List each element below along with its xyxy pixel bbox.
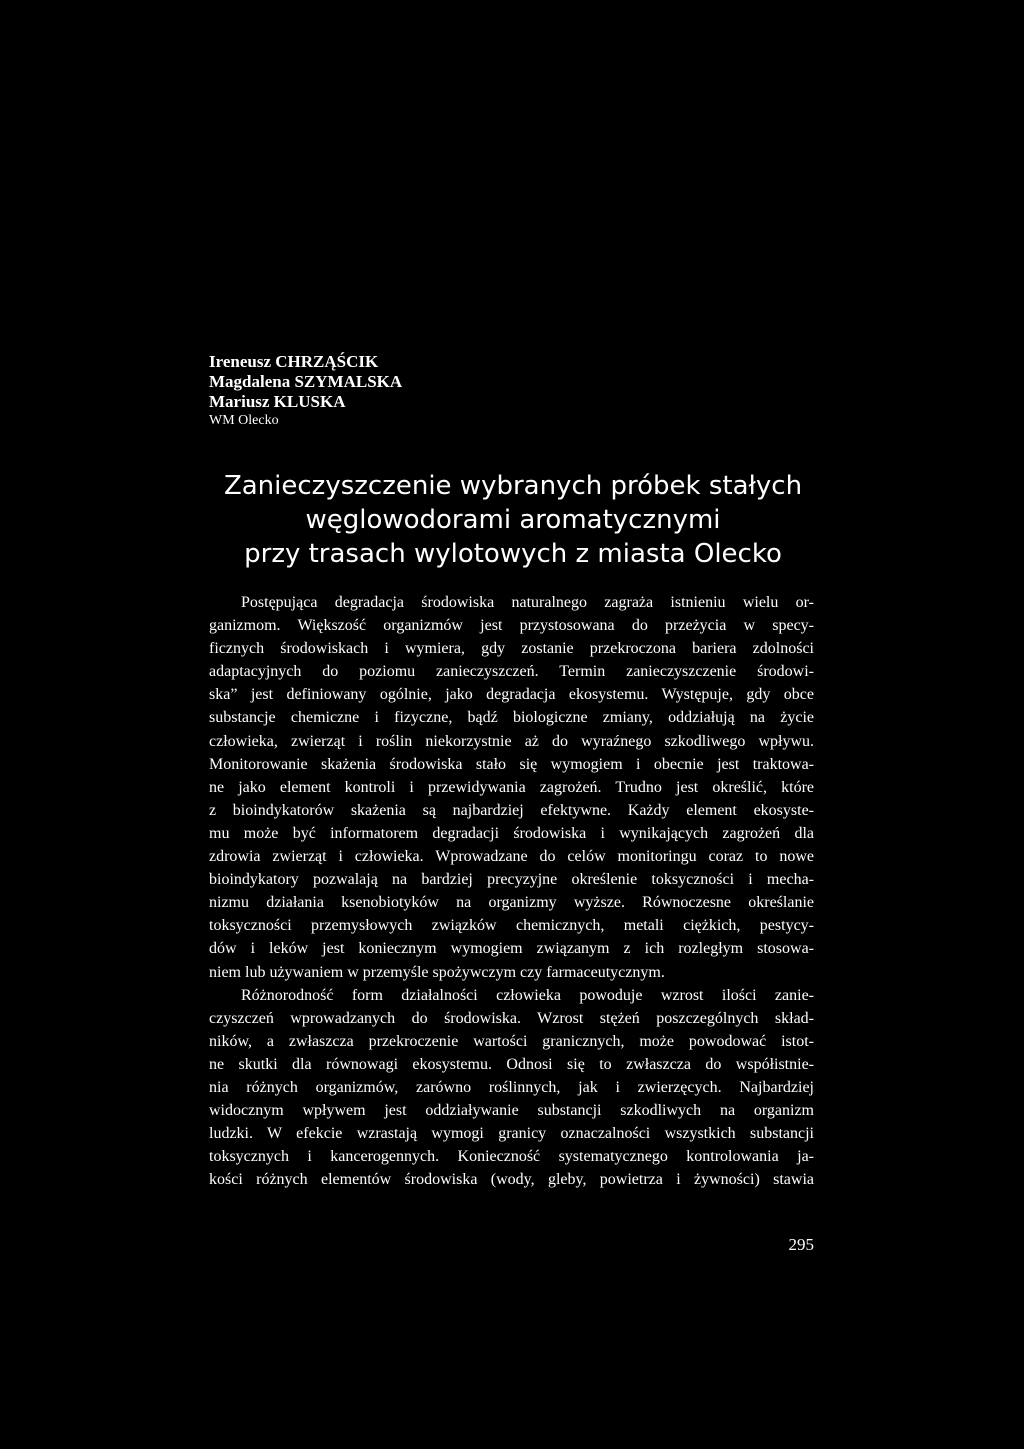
- title-line: Zanieczyszczenie wybranych próbek stałych: [223, 471, 803, 501]
- body-line: Postępująca degradacja środowiska naturalnego zagraża istnieniu wielu or-: [241, 594, 814, 611]
- body-line: nia różnych organizmów, zarówno roślinnych, jak i zwierzęcych. Najbardziej: [209, 1078, 814, 1096]
- body-line: adaptacyjnych do poziomu zanieczyszczeń. Termin zanieczyszczenie środowi-: [209, 663, 814, 681]
- paper-title: [180, 469, 846, 571]
- title-line: węglowodorami aromatycznymi: [305, 505, 721, 535]
- body-line: mu może być informatorem degradacji środowiska i wynikających zagrożeń dla: [209, 824, 814, 842]
- body-line: Różnorodność form działalności człowieka powoduje wzrost ilości zanie-: [241, 986, 814, 1004]
- body-line: widocznym wpływem jest oddziaływanie substancji szkodliwych na organizm: [209, 1102, 814, 1120]
- body-line: nizmu działania ksenobiotyków na organizmy wyższe. Równoczesne określanie: [209, 894, 814, 912]
- body-line: toksycznych i kancerogennych. Konieczność systematycznego kontrolowania ja-: [209, 1148, 814, 1166]
- body-line: ne jako element kontroli i przewidywania zagrożeń. Trudno jest określić, które: [209, 778, 814, 796]
- body-line: Monitorowanie skażenia środowiska stało się wymogiem i obecnie jest traktowa-: [209, 755, 814, 773]
- body-line: ludzki. W efekcie wzrastają wymogi granicy oznaczalności wszystkich substancji: [209, 1125, 814, 1143]
- body-line: ficznych środowiskach i wymiera, gdy zostanie przekroczona bariera zdolności: [209, 640, 814, 658]
- body-line: dów i leków jest koniecznym wymogiem związanym z ich rozległym stosowa-: [209, 940, 814, 958]
- title-line: przy trasach wylotowych z miasta Olecko: [244, 539, 782, 569]
- body-line: z bioindykatorów skażenia są najbardziej efektywne. Każdy element ekosyste-: [209, 801, 814, 819]
- author-block: [209, 352, 609, 430]
- affiliation: WM Olecko: [209, 413, 279, 428]
- body-line: ganizmom. Większość organizmów jest przystosowana do przeżycia w specy-: [209, 617, 814, 635]
- body-line: substancje chemiczne i fizyczne, bądź biologiczne zmiany, oddziałują na życie: [209, 709, 814, 727]
- body-line: czyszczeń wprowadzanych do środowiska. Wzrost stężeń poszczególnych skład-: [209, 1009, 814, 1027]
- body-line: niem lub używaniem w przemyśle spożywczym czy farmaceutycznym.: [209, 963, 665, 981]
- body-text: [209, 591, 814, 1191]
- body-line: bioindykatory pozwalają na bardziej precyzyjne określenie toksyczności i mecha-: [209, 871, 814, 889]
- author-name: Ireneusz CHRZĄŚCIK: [209, 352, 379, 371]
- body-line: człowieka, zwierząt i roślin niekorzystnie aż do wyraźnego szkodliwego wpływu.: [209, 732, 814, 750]
- author-name: Magdalena SZYMALSKA: [209, 372, 403, 391]
- body-line: kości różnych elementów środowiska (wody, gleby, powietrza i żywności) stawia: [209, 1171, 814, 1189]
- page-number: 295: [788, 1235, 814, 1254]
- body-line: toksyczności przemysłowych związków chemicznych, metali ciężkich, pestycy-: [209, 917, 814, 935]
- body-line: ne skutki dla równowagi ekosystemu. Odnosi się to zwłaszcza do współistnie-: [209, 1055, 814, 1073]
- body-line: ników, a zwłaszcza przekroczenie wartości granicznych, może powodować istot-: [209, 1032, 814, 1050]
- body-line: zdrowia zwierząt i człowieka. Wprowadzane do celów monitoringu coraz to nowe: [209, 848, 814, 866]
- body-line: ska” jest definiowany ogólnie, jako degradacja ekosystemu. Występuje, gdy obce: [209, 686, 814, 704]
- author-name: Mariusz KLUSKA: [209, 392, 346, 411]
